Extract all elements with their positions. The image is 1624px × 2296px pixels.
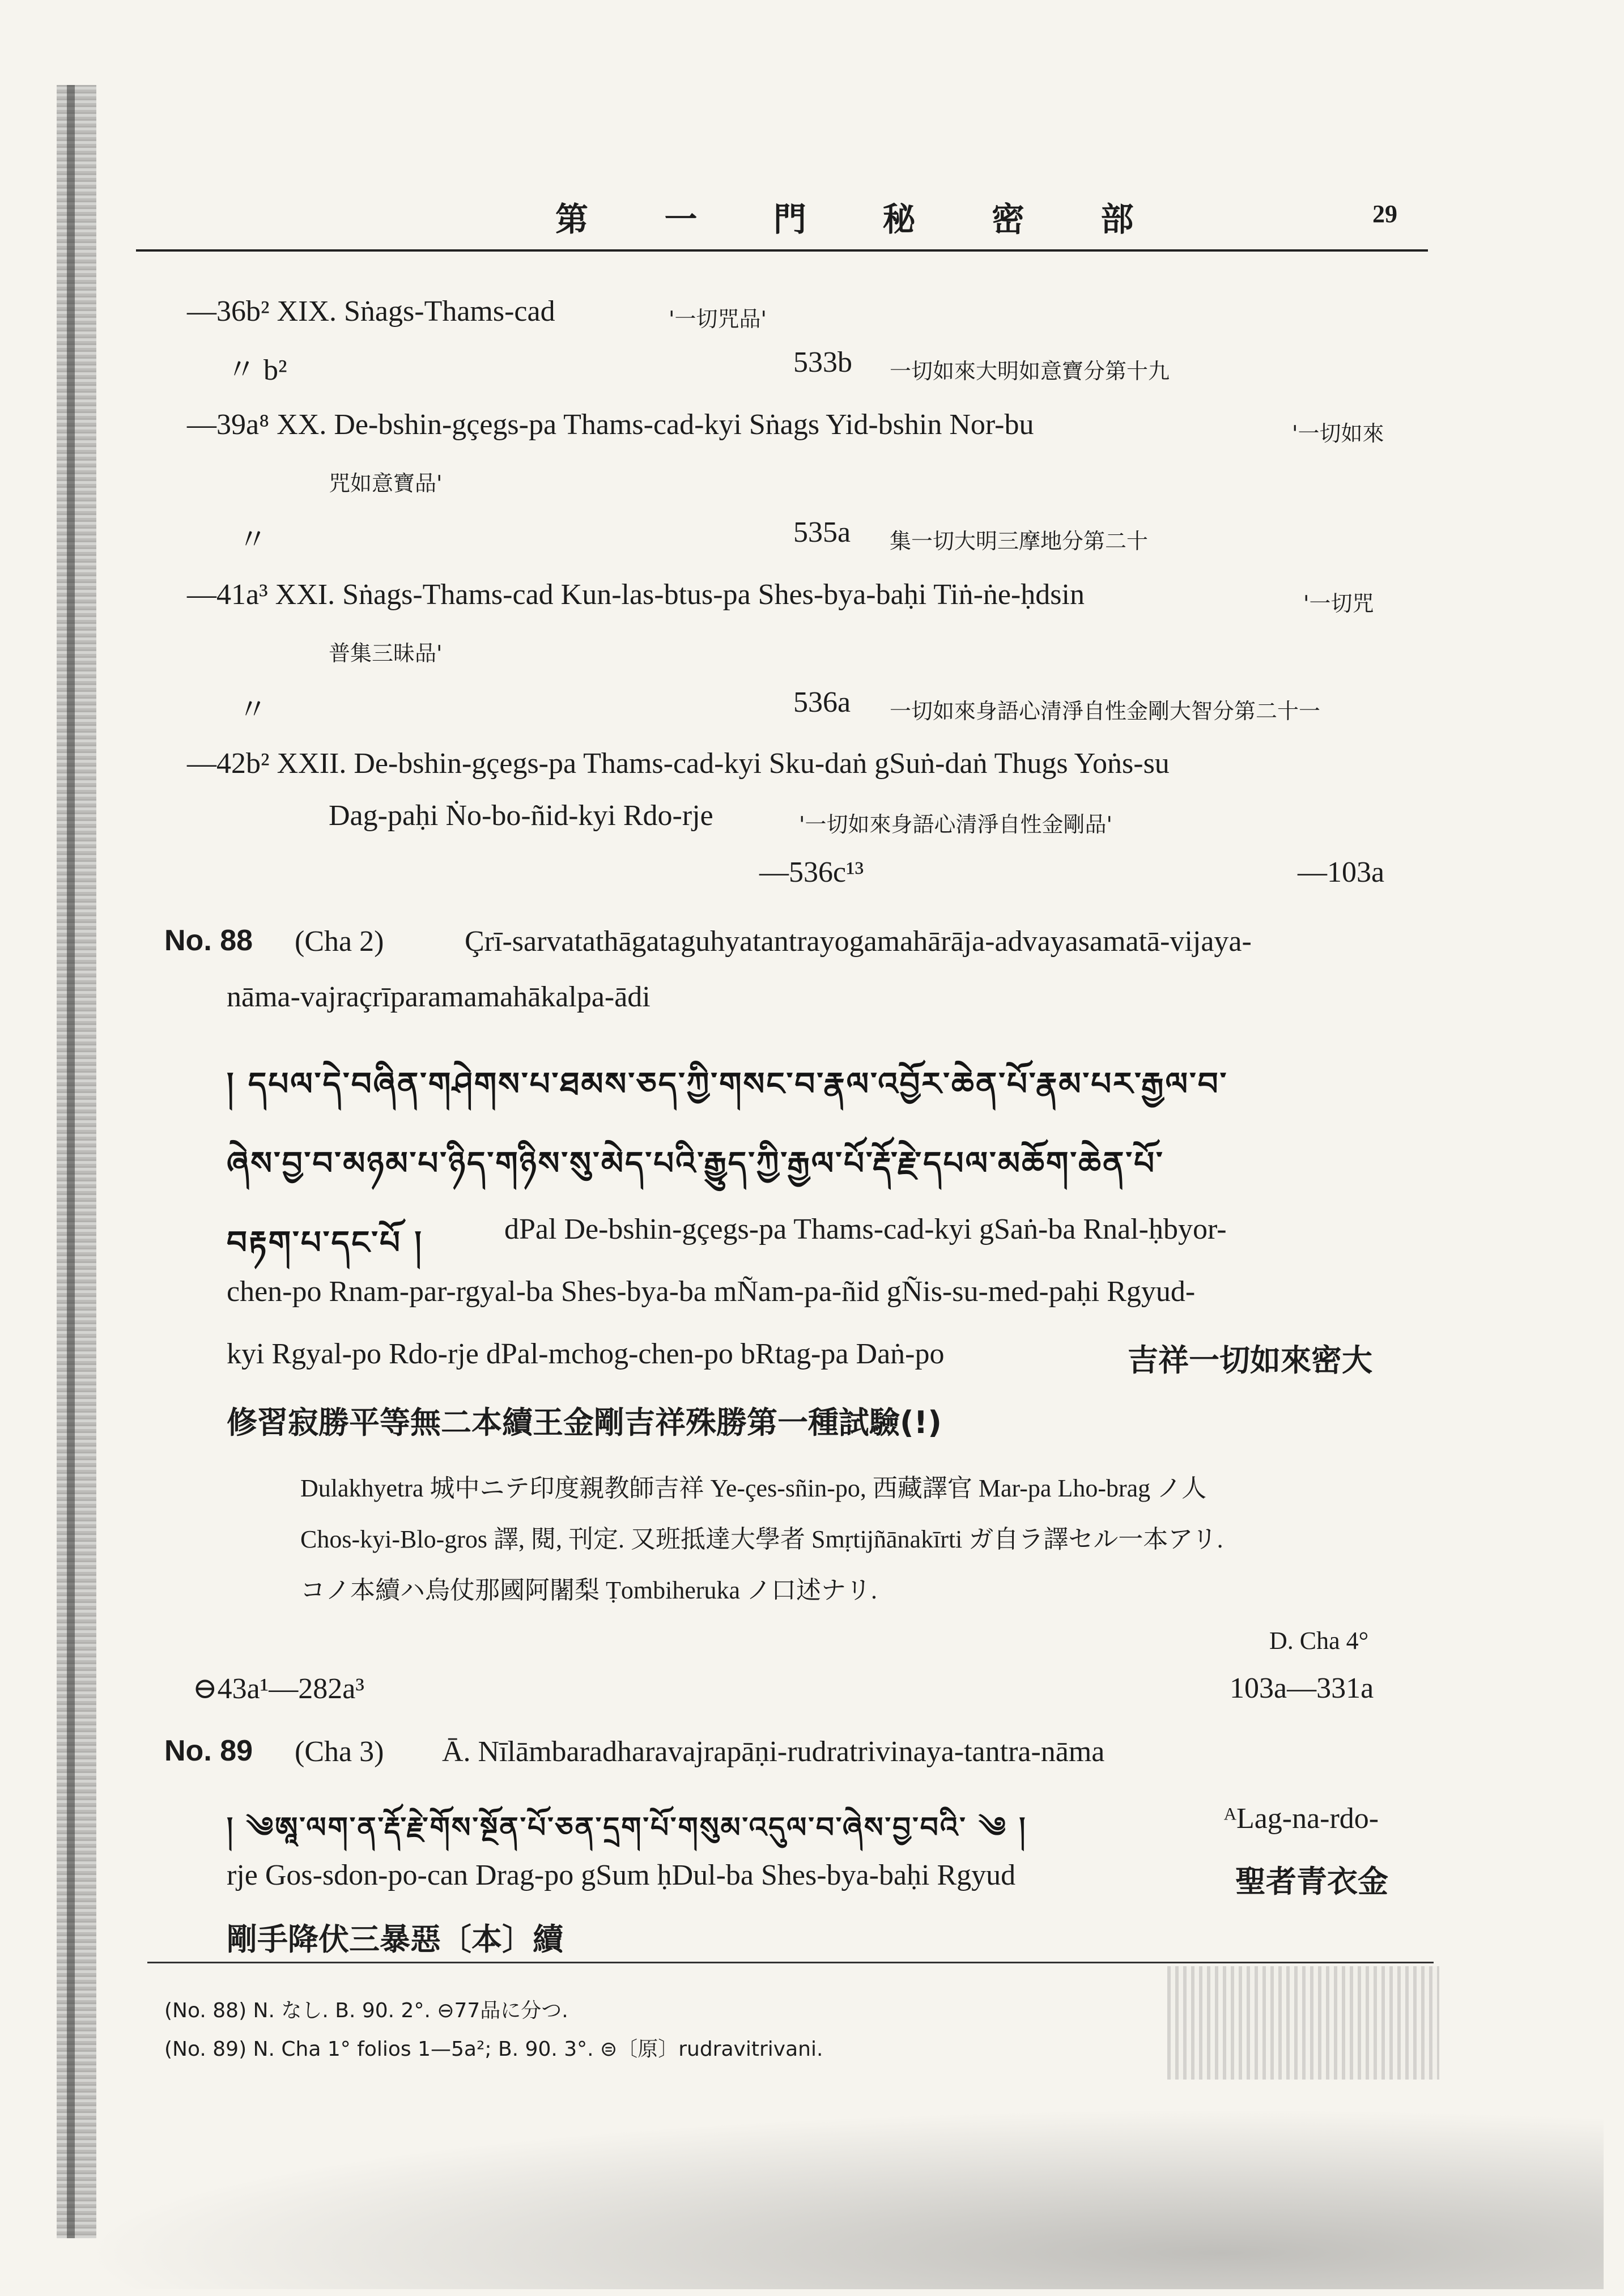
scan-edge-dark	[67, 85, 75, 2238]
entry-ref: 〃	[238, 524, 268, 556]
transliteration: dPal De-bshin-gçegs-pa Thams-cad-kyi gSaṅ-ba Rnal-ḥbyor-	[504, 1213, 1227, 1245]
entry-cjk: '一切咒品'	[669, 307, 767, 331]
entry-number: No. 88	[164, 924, 253, 957]
colophon-note: Chos-kyi-Blo-gros 譯, 閱, 刊定. 又班抵達大學者 Smṛtijñānakīrti ガ自ラ譯セル一本アリ.	[300, 1525, 1223, 1553]
footnote-rule	[147, 1962, 1434, 1963]
chinese-title: 聖者青衣金	[1235, 1864, 1388, 1899]
chinese-title: 修習寂勝平等無二本續王金剛吉祥殊勝第一種試驗(!)	[227, 1405, 942, 1440]
entry-ref: 〃 b²	[227, 354, 287, 386]
chinese-title: 剛手降伏三暴惡〔本〕續	[227, 1921, 563, 1957]
entry-cha: (Cha 2)	[295, 925, 384, 958]
colophon-note: コノ本續ハ烏仗那國阿闍梨 Ṭombiheruka ノ口述ナリ.	[300, 1576, 878, 1604]
sanskrit-title: Ā. Nīlāmbaradharavajrapāṇi-rudratrivinaya-tantra-nāma	[442, 1736, 1105, 1768]
tibetan-title: ། དཔལ་དེ་བཞིན་གཤེགས་པ་ཐམས་ཅད་ཀྱི་གསང་བ་རྣལ་འབྱོར་ཆེན་པོ་རྣམ་པར་རྒྱལ་བ་	[227, 1066, 1228, 1103]
tibetan-title: ། ༄ཨཱ་ལག་ན་རྡོ་རྗེ་གོས་སྔོན་པོ་ཅན་དྲག་པོ་གསུམ་འདུལ་བ་ཞེས་བྱ་བའི་ ༄ །	[227, 1811, 1027, 1844]
page-number: 29	[1372, 200, 1397, 228]
chinese-title: 吉祥一切如來密大	[1128, 1342, 1372, 1378]
entry-folio: 535a	[793, 516, 851, 549]
entry-ref: —39a⁸ XX. De-bshin-gçegs-pa Thams-cad-kyi Sṅags Yid-bshin Nor-bu	[187, 409, 1034, 441]
entry-cjk-cont: 咒如意寶品'	[329, 471, 443, 496]
entry-cjk: '一切如來身語心清淨自性金剛品'	[799, 812, 1112, 837]
entry-folio: 533b	[793, 346, 852, 379]
footnote: (No. 88) N. なし. B. 90. 2°. ⊖77品に分つ.	[164, 1999, 568, 2022]
entry-ref: —41a³ XXI. Sṅags-Thams-cad Kun-las-btus-pa Shes-bya-baḥi Tiṅ-ṅe-ḥdsin	[187, 579, 1085, 611]
scan-bleed	[1167, 1966, 1439, 2080]
entry-ref-cont: Dag-paḥi Ṅo-bo-ñid-kyi Rdo-rje	[329, 800, 713, 832]
derge-ref: D. Cha 4°	[1269, 1627, 1369, 1655]
entry-cjk-cont: 普集三昧品'	[329, 641, 443, 666]
header-rule	[136, 249, 1428, 252]
transliteration: kyi Rgyal-po Rdo-rje dPal-mchog-chen-po bRtag-pa Daṅ-po	[227, 1338, 945, 1370]
transliteration: rje Gos-sdon-po-can Drag-po gSum ḥDul-ba Shes-bya-baḥi Rgyud	[227, 1859, 1016, 1891]
entry-ref: —42b² XXII. De-bshin-gçegs-pa Thams-cad-kyi Sku-daṅ gSuṅ-daṅ Thugs Yoṅs-su	[187, 747, 1170, 780]
tibetan-title: ཞེས་བྱ་བ་མཉམ་པ་ཉིད་གཉིས་སུ་མེད་པའི་རྒྱུད་ཀྱི་རྒྱལ་པོ་རྡོ་རྗེ་དཔལ་མཆོག་ཆེན་པོ་	[227, 1145, 1164, 1182]
sanskrit-title: Çrī-sarvatathāgataguhyatantrayogamahārāja-advayasamatā-vijaya-	[465, 925, 1252, 958]
running-header: 第 一 門 秘 密 部	[555, 201, 1168, 238]
sanskrit-title-cont: nāma-vajraçrīparamamahākalpa-ādi	[227, 981, 651, 1013]
entry-folio: —103a	[1298, 856, 1385, 888]
tibetan-title: བརྟག་པ་དང་པོ །	[227, 1224, 423, 1261]
scan-noise	[74, 2108, 1604, 2289]
entry-cjk: '一切如來	[1292, 421, 1384, 446]
entry-cha: (Cha 3)	[295, 1736, 384, 1768]
entry-cjk: 一切如來身語心清淨自性金剛大智分第二十一	[890, 699, 1321, 724]
colophon-note: Dulakhyetra 城中ニテ印度親教師吉祥 Ye-çes-sñin-po, 西藏譯官 Mar-pa Lho-brag ノ人	[300, 1474, 1207, 1502]
entry-cjk: 集一切大明三摩地分第二十	[890, 529, 1149, 554]
entry-cjk: 一切如來大明如意寶分第十九	[890, 359, 1170, 384]
transliteration: chen-po Rnam-par-rgyal-ba Shes-bya-ba mÑam-pa-ñid gÑis-su-med-paḥi Rgyud-	[227, 1275, 1196, 1308]
footnote: (No. 89) N. Cha 1° folios 1—5a²; B. 90. 3°. ⊜〔原〕rudravitrivani.	[164, 2038, 823, 2061]
entry-ref: —536c¹³	[759, 856, 864, 888]
entry-ref: —36b² XIX. Sṅags-Thams-cad	[187, 295, 555, 328]
entry-folio: 536a	[793, 686, 851, 718]
entry-number: No. 89	[164, 1734, 253, 1767]
entry-ref: 〃	[238, 694, 268, 726]
folio-range: 103a—331a	[1230, 1672, 1374, 1704]
folio-range: ⊖43a¹—282a³	[193, 1673, 364, 1705]
scan-edge	[57, 85, 96, 2238]
transliteration: ᴬLag-na-rdo-	[1224, 1802, 1379, 1835]
entry-cjk: '一切咒	[1303, 591, 1374, 616]
